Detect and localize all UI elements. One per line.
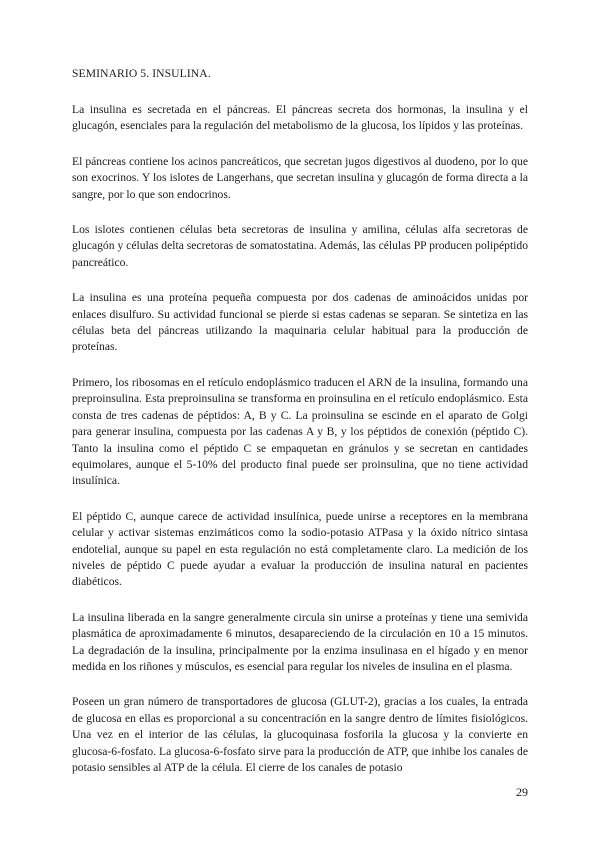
paragraph-peptide-c: El péptido C, aunque carece de actividad insulínica, puede unirse a receptores en la membrana celular y activar sistemas enzimáticos como la sodio-potasio ATPasa y la óxido nítrico sintasa endotelial, aunque su papel en esta regulación no está completamente claro. La medición de los niveles de péptido C puede ayudar a evaluar la producción de insulina natural en pacientes diabéticos. bbox=[72, 509, 528, 589]
page-number: 29 bbox=[516, 785, 528, 799]
paragraph-glut2-transport: Poseen un gran número de transportadores de glucosa (GLUT-2), gracias a los cuales, la entrada de glucosa en ellas es proporcional a su concentración en la sangre dentro de límites fisiológicos. Una vez en el interior de las células, la glucoquinasa fosforila la glucosa y la convierte en glucosa-6-fosfato. La glucosa-6-fosfato sirve para la producción de ATP, que inhibe los canales de potasio sensibles al ATP de la célula. El cierre de los canales de potasio bbox=[72, 695, 528, 774]
paragraph-islote-cells: Los islotes contienen células beta secretoras de insulina y amilina, células alfa secretoras de glucagón y células delta secretoras de somatostatina. Además, las células PP producen polipéptido pancreático. bbox=[72, 223, 528, 269]
paragraph-insulin-structure: La insulina es una proteína pequeña compuesta por dos cadenas de aminoácidos unidas por enlaces disulfuro. Su actividad funcional se pierde si estas cadenas se separan. Se sintetiza en las células beta del páncreas utilizando la maquinaria celular habitual para la producción de proteínas. bbox=[72, 291, 528, 354]
paragraph-acinos-islotes: El páncreas contiene los acinos pancreáticos, que secretan jugos digestivos al duodeno, por lo que son exocrinos. Y los islotes de Langerhans, que secretan insulina y glucagón de forma directa a la sangre, por lo que son endocrinos. bbox=[72, 154, 528, 201]
document-page bbox=[72, 66, 528, 795]
document-title: SEMINARIO 5. INSULINA. bbox=[72, 67, 211, 80]
paragraph-insulin-synthesis: Primero, los ribosomas en el retículo endoplásmico traducen el ARN de la insulina, formando una preproinsulina. Esta preproinsulina se transforma en proinsulina en el retículo endoplásmico. Esta consta de tres cadenas de péptidos: A, B y C. La proinsulina se escinde en el aparato de Golgi para generar insulina, compuesta por las cadenas A y B, y los péptidos de conexión (péptido C). Tanto la insulina como el péptido C se empaquetan en gránulos y se secretan en cantidades equimolares, aunque el 5-10% del producto final puede ser proinsulina, que no tiene actividad insulínica. bbox=[72, 375, 528, 488]
paragraph-pancreas-hormones: La insulina es secretada en el páncreas. El páncreas secreta dos hormonas, la insulina y el glucagón, esenciales para la regulación del metabolismo de la glucosa, los lípidos y las proteínas. bbox=[72, 103, 528, 133]
paragraph-insulin-degradation: La insulina liberada en la sangre generalmente circula sin unirse a proteínas y tiene una semivida plasmática de aproximadamente 6 minutos, desapareciendo de la circulación en 10 a 15 minutos. La degradación de la insulina, principalmente por la enzima insulinasa en el hígado y en menor medida en los riñones y músculos, es esencial para regular los niveles de insulina en el plasma. bbox=[72, 610, 528, 673]
